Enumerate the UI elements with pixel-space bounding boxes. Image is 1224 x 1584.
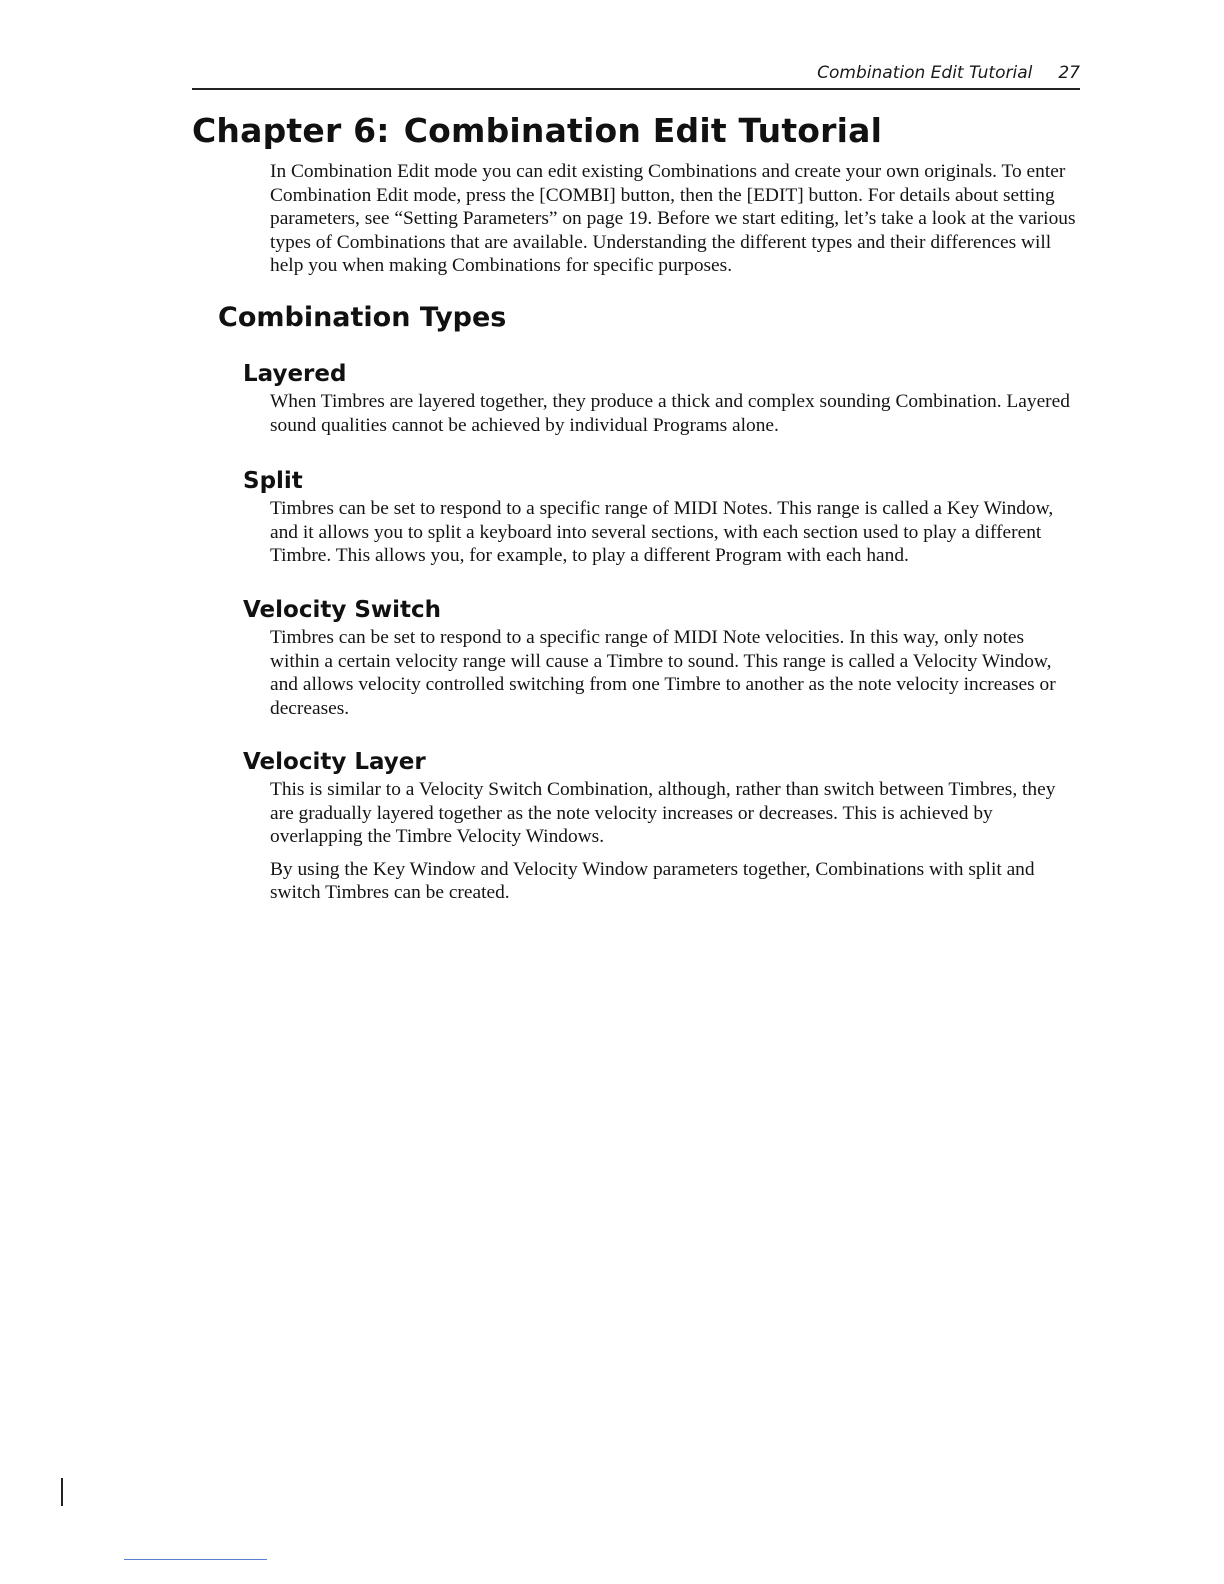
paragraph-velocity-switch: Timbres can be set to respond to a specific range of MIDI Note velocities. In this way, only notes within a certain velocity range will cause a Timbre to sound. This range is called a Velocity Window, and allows velocity controlled switching from one Timbre to another as the note velocity increases or decreases. bbox=[270, 627, 1056, 719]
margin-mark bbox=[61, 1478, 63, 1506]
running-head-title: Combination Edit Tutorial bbox=[817, 63, 1033, 83]
page-number: 27 bbox=[1058, 63, 1080, 83]
running-head-text bbox=[817, 62, 1080, 84]
subsection-split bbox=[243, 465, 1078, 568]
subsection-title-layered: Layered bbox=[243, 361, 347, 387]
subsection-title-velocity-switch: Velocity Switch bbox=[243, 597, 442, 623]
chapter-number: Chapter 6: bbox=[192, 111, 390, 150]
chapter-intro: In Combination Edit mode you can edit existing Combinations and create your own originals. To enter Combination Edit mode, press the [COMBI] button, then the [EDIT] button. For details about setting parameters, see “Setting Parameters” on page 19. Before we start editing, let’s take a look at the various types of Combinations that are available. Understanding the different types and their differences will help you when making Combinations for specific purposes. bbox=[270, 161, 1076, 277]
paragraph-velocity-layer-1: This is similar to a Velocity Switch Combination, although, rather than switch between Timbres, they are gradually layered together as the note velocity increases or decreases. This is achieved by overlapping the Timbre Velocity Windows. bbox=[270, 779, 1056, 848]
subsection-title-split: Split bbox=[243, 468, 303, 494]
paragraph-layered: When Timbres are layered together, they produce a thick and complex sounding Combination. Layered sound qualities cannot be achieved by individual Programs alone. bbox=[270, 391, 1070, 436]
subsection-velocity-layer bbox=[243, 746, 1078, 905]
running-head bbox=[192, 62, 1080, 90]
subsection-title-velocity-layer: Velocity Layer bbox=[243, 749, 426, 775]
chapter-title bbox=[192, 108, 882, 154]
paragraph-velocity-layer-2: By using the Key Window and Velocity Window parameters together, Combinations with split and switch Timbres can be created. bbox=[270, 858, 1035, 904]
subsection-layered bbox=[243, 358, 1078, 437]
section-title-combination-types: Combination Types bbox=[218, 302, 507, 333]
paragraph-split: Timbres can be set to respond to a specific range of MIDI Notes. This range is called a Key Window, and it allows you to split a keyboard into several sections, with each section used to play a different Timbre. This allows you, for example, to play a different Program with each hand. bbox=[270, 498, 1054, 567]
subsection-velocity-switch bbox=[243, 594, 1078, 720]
chapter-title-text: Combination Edit Tutorial bbox=[403, 111, 883, 150]
footer-rule bbox=[124, 1559, 267, 1560]
